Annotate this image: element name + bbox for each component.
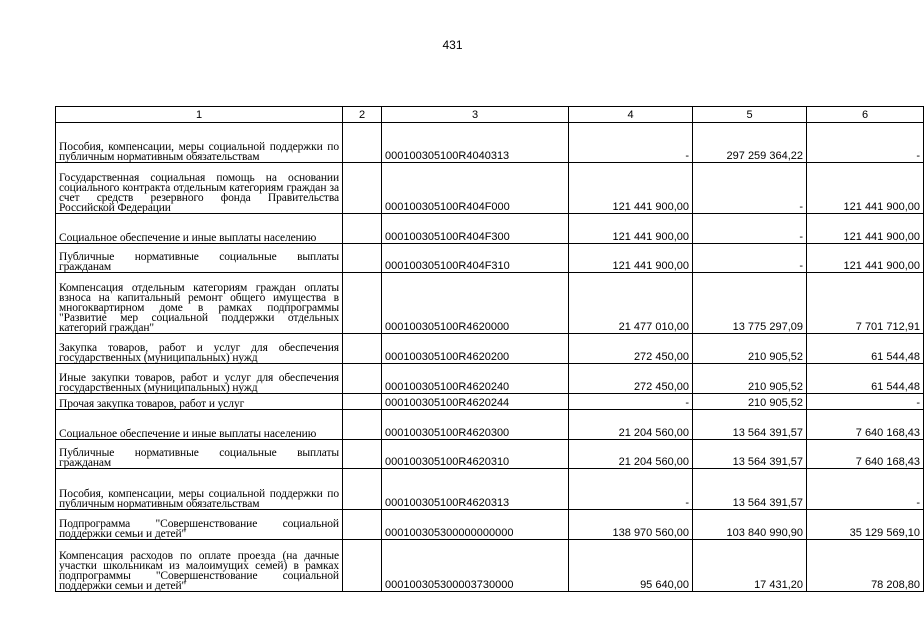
table-row [56, 214, 924, 244]
row-col2 [343, 364, 382, 394]
row-col4: - [569, 469, 693, 510]
table-row [56, 410, 924, 440]
row-col6: 121 441 900,00 [807, 163, 924, 214]
row-col6: 7 640 168,43 [807, 410, 924, 440]
row-col2 [343, 469, 382, 510]
row-col2 [343, 410, 382, 440]
table-row [56, 364, 924, 394]
table-row [56, 123, 924, 163]
row-col5: 210 905,52 [693, 334, 807, 364]
row-code: 000100305100R4620300 [382, 410, 569, 440]
row-col2 [343, 244, 382, 273]
table-row [56, 163, 924, 214]
row-col5: - [693, 163, 807, 214]
row-code: 000100305100R4620313 [382, 469, 569, 510]
row-col6: - [807, 394, 924, 410]
row-col5: - [693, 244, 807, 273]
row-col4: 21 477 010,00 [569, 273, 693, 334]
row-code: 000100305100R4040313 [382, 123, 569, 163]
row-code: 000100305100R4620000 [382, 273, 569, 334]
row-code: 000100305300000000000 [382, 510, 569, 540]
row-col4: 95 640,00 [569, 540, 693, 592]
row-code: 000100305100R404F310 [382, 244, 569, 273]
row-col6: 121 441 900,00 [807, 214, 924, 244]
row-col6: - [807, 469, 924, 510]
row-col2 [343, 540, 382, 592]
col-header-3: 3 [382, 107, 569, 123]
row-col6: 61 544,48 [807, 364, 924, 394]
col-header-1: 1 [56, 107, 343, 123]
header-row [56, 107, 924, 123]
row-col4: 121 441 900,00 [569, 163, 693, 214]
row-col4: 121 441 900,00 [569, 214, 693, 244]
row-code: 000100305100R4620200 [382, 334, 569, 364]
row-col4: 272 450,00 [569, 334, 693, 364]
row-col2 [343, 123, 382, 163]
row-col2 [343, 214, 382, 244]
row-col6: 7 701 712,91 [807, 273, 924, 334]
col-header-4: 4 [569, 107, 693, 123]
row-col6: 35 129 569,10 [807, 510, 924, 540]
row-name: Публичные нормативные социальные выплаты гражданам [56, 440, 343, 469]
row-col2 [343, 273, 382, 334]
row-name: Социальное обеспечение и иные выплаты населению [56, 410, 343, 440]
budget-table [55, 106, 924, 592]
row-col5: 17 431,20 [693, 540, 807, 592]
row-col4: 21 204 560,00 [569, 440, 693, 469]
table-row [56, 334, 924, 364]
row-col4: 272 450,00 [569, 364, 693, 394]
table-row [56, 469, 924, 510]
row-name: Пособия, компенсации, меры социальной поддержки по публичным нормативным обязательствам [56, 123, 343, 163]
table-row [56, 510, 924, 540]
row-col6: 121 441 900,00 [807, 244, 924, 273]
row-name: Прочая закупка товаров, работ и услуг [56, 394, 343, 410]
row-name: Закупка товаров, работ и услуг для обеспечения государственных (муниципальных) нужд [56, 334, 343, 364]
row-col5: 13 564 391,57 [693, 469, 807, 510]
row-col6: 78 208,80 [807, 540, 924, 592]
row-name: Государственная социальная помощь на основании социального контракта отдельным категориям граждан за счет средств резервного фонда Правительства Российской Федерации [56, 163, 343, 214]
table-row [56, 440, 924, 469]
row-name: Публичные нормативные социальные выплаты гражданам [56, 244, 343, 273]
row-name: Иные закупки товаров, работ и услуг для обеспечения государственных (муниципальных) нужд [56, 364, 343, 394]
row-col4: 138 970 560,00 [569, 510, 693, 540]
row-col6: - [807, 123, 924, 163]
row-name: Пособия, компенсации, меры социальной поддержки по публичным нормативным обязательствам [56, 469, 343, 510]
row-col6: 61 544,48 [807, 334, 924, 364]
table-row [56, 273, 924, 334]
row-col2 [343, 510, 382, 540]
table-row [56, 244, 924, 273]
page-number: 431 [442, 38, 463, 52]
row-code: 000100305100R404F000 [382, 163, 569, 214]
row-name: Компенсация отдельным категориям граждан оплаты взноса на капитальный ремонт общего имущества в многоквартирном доме в рамках подпрограммы "Развитие мер социальной поддержки отдельных категорий граждан" [56, 273, 343, 334]
row-col2 [343, 440, 382, 469]
row-col5: 297 259 364,22 [693, 123, 807, 163]
row-col5: 13 564 391,57 [693, 440, 807, 469]
row-name: Компенсация расходов по оплате проезда (на дачные участки школьникам из малоимущих семей) в рамках подпрограммы "Совершенствование социальной поддержки семьи и детей" [56, 540, 343, 592]
row-col5: 210 905,52 [693, 394, 807, 410]
row-code: 000100305300003730000 [382, 540, 569, 592]
table-row [56, 394, 924, 410]
row-code: 000100305100R404F300 [382, 214, 569, 244]
row-col5: 13 564 391,57 [693, 410, 807, 440]
row-code: 000100305100R4620240 [382, 364, 569, 394]
row-col2 [343, 334, 382, 364]
row-code: 000100305100R4620244 [382, 394, 569, 410]
row-col5: 210 905,52 [693, 364, 807, 394]
row-col4: 21 204 560,00 [569, 410, 693, 440]
row-col4: - [569, 394, 693, 410]
row-col5: 13 775 297,09 [693, 273, 807, 334]
row-col5: - [693, 214, 807, 244]
row-col2 [343, 394, 382, 410]
row-col6: 7 640 168,43 [807, 440, 924, 469]
table-row [56, 540, 924, 592]
row-col4: - [569, 123, 693, 163]
col-header-6: 6 [807, 107, 924, 123]
row-col2 [343, 163, 382, 214]
row-col4: 121 441 900,00 [569, 244, 693, 273]
col-header-5: 5 [693, 107, 807, 123]
row-col5: 103 840 990,90 [693, 510, 807, 540]
col-header-2: 2 [343, 107, 382, 123]
row-code: 000100305100R4620310 [382, 440, 569, 469]
row-name: Социальное обеспечение и иные выплаты населению [56, 214, 343, 244]
row-name: Подпрограмма "Совершенствование социальной поддержки семьи и детей" [56, 510, 343, 540]
